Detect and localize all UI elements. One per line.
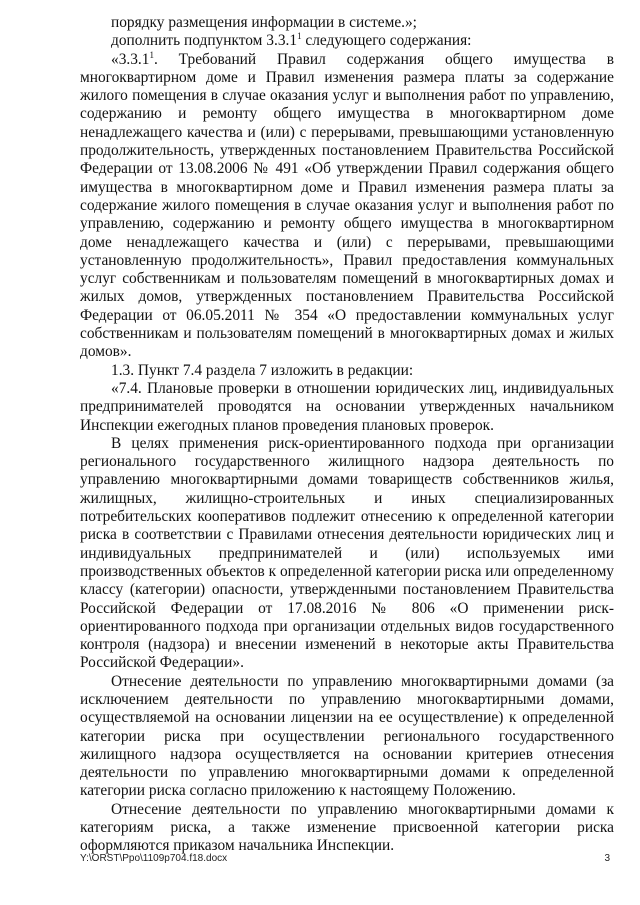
paragraph: порядку размещения информации в системе.»; [111,14,417,31]
page-footer [80,853,610,864]
paragraph: В целях применения риск-ориентированного подхода при организации регионального государственного жилищного надзора деятельность по управлению многоквартирными домами товариществ собственников жилья, жилищных, жилищно-строительных и иных специализированных потребительских кооперативов подлежит отнесению к определенной категории риска в соответствии с Правилами отнесения деятельности юридических лиц и индивидуальных предпринимателей и (или) используемых ими производственных объектов к определенной категории риска или определенному классу (категории) опасности, утвержденными постановлением Правительства Российской Федерации от 17.08.2016 № 806 «О применении риск-ориентированного подхода при организации отдельных видов государственного контроля (надзора) и внесении изменений в некоторые акты Правительства Российской Федерации». [80,434,614,672]
paragraph: «3.3.1$^1$. Требований Правил содержания общего имущества в многоквартирном доме и Правил изменения размера платы за содержание жилого помещения в случае оказания услуг и выполнения работ по управлению, содержанию и ремонту общего имущества в многоквартирном доме ненадлежащего качества и (или) с перерывами, превышающими установленную продолжительность, утвержденных постановлением Правительства Российской Федерации от 13.08.2006 № 491 «Об утверждении Правил содержания общего имущества в многоквартирном доме и Правил изменения размера платы за содержание жилого помещения в случае оказания услуг и выполнения работ по управлению, содержанию и ремонту общего имущества в многоквартирном доме ненадлежащего качества и (или) с перерывами, превышающими установленную продолжительность», Правил предоставления коммунальных услуг собственникам и пользователям помещений в многоквартирных домах и жилых домов, утвержденных постановлением Правительства Российской Федерации от 06.05.2011 № 354 «О предоставлении коммунальных услуг собственникам и пользователям помещений в многоквартирных домах и жилых домов». [80,49,614,361]
paragraph: дополнить подпунктом 3.3.1$^1$ следующего содержания: [111,31,472,50]
paragraph: Отнесение деятельности по управлению многоквартирными домами (за исключением деятельности по управлению многоквартирными домами, осуществляемой на основании лицензии на ее осуществление) к определенной категории риска при осуществлении регионального государственного жилищного надзора осуществляется на основании критериев отнесения деятельности по управлению многоквартирными домами к определенной категории риска согласно приложению к настоящему Положению. [80,672,614,800]
page-number: 3 [604,853,610,864]
file-path: Y:\ORST\Ppo\1109p704.f18.docx [80,853,228,864]
paragraph: 1.3. Пункт 7.4 раздела 7 изложить в редакции: [111,361,414,379]
superscript: 1 [297,31,302,42]
paragraph: Отнесение деятельности по управлению многоквартирными домами к категориям риска, а также изменение присвоенной категории риска оформляются приказом начальника Инспекции. [80,800,614,855]
paragraph: «7.4. Плановые проверки в отношении юридических лиц, индивидуальных предпринимателей проводятся на основании утвержденных начальником Инспекции ежегодных планов проведения плановых проверок. [80,379,614,434]
document-body [80,14,614,856]
superscript: 1 [149,49,154,60]
